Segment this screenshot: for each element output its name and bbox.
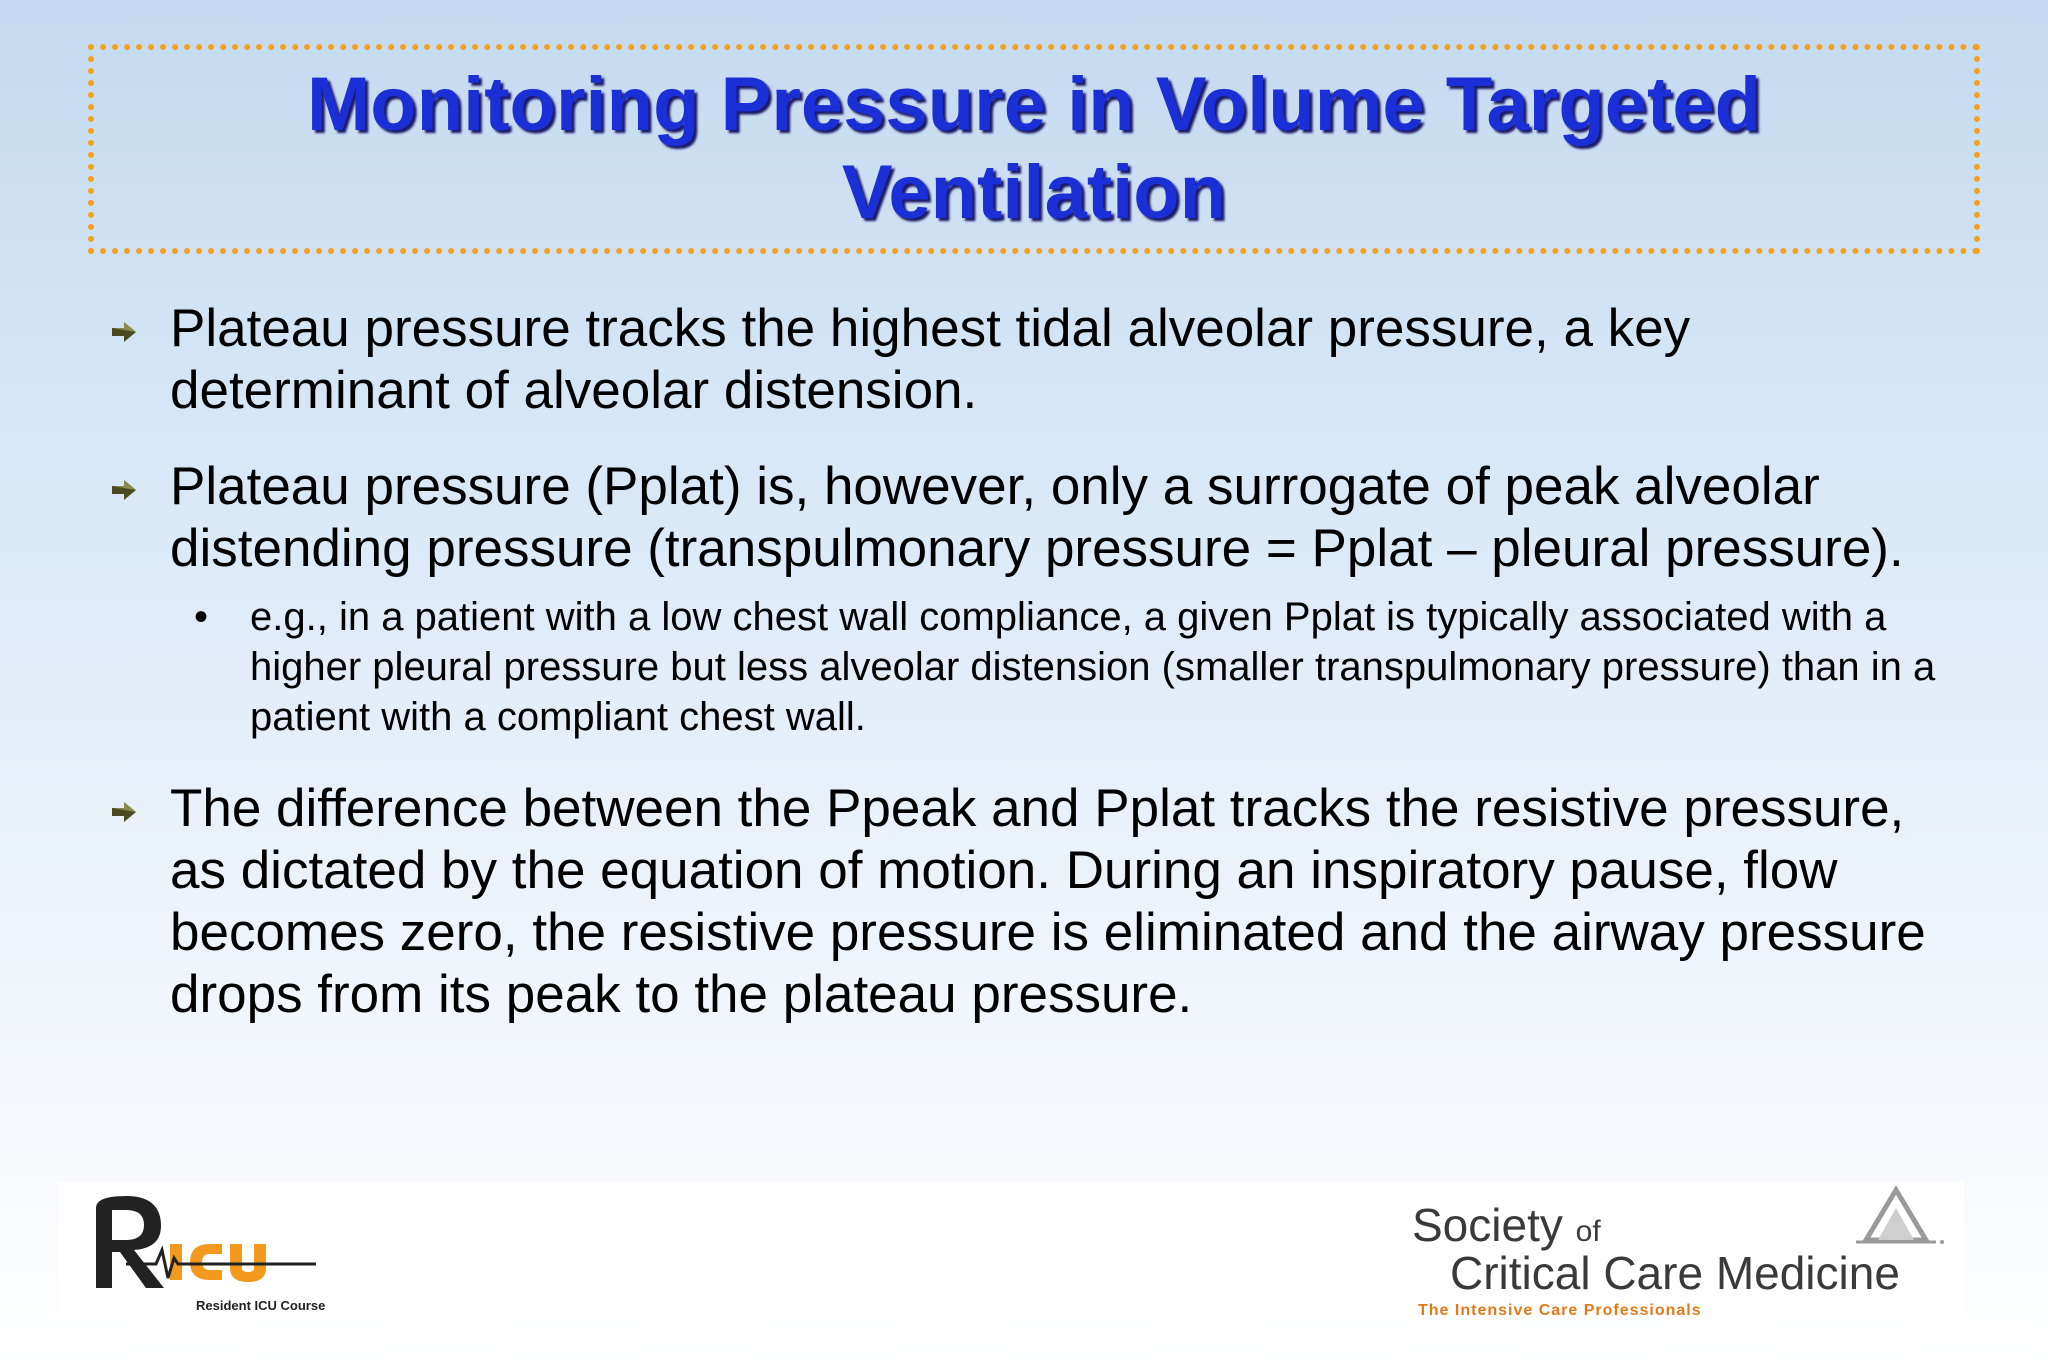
sccm-society-text [1412,1198,1601,1252]
bullet-text: The difference between the Ppeak and Pplat tracks the resistive pressure, as dictated by the equation of motion. During an inspiratory pause, flow becomes zero, the resistive pressure is eliminated and the airway pressure drops from its peak to the plateau pressure. [170,779,1926,1024]
sub-bullet-item [110,592,1970,742]
bullet-arrow-icon [110,800,138,824]
sub-bullet-text: e.g., in a patient with a low chest wall compliance, a given Pplat is typically associated with a higher pleural pressure but less alveolar distension (smaller transpulmonary pressure) than in a patient with a compliant chest wall. [250,595,1936,739]
sccm-tagline: The Intensive Care Professionals [1418,1302,1702,1319]
slide-content [110,298,1970,1060]
bullet-item [110,778,1970,1026]
ricu-logo-mark-icon [86,1188,326,1298]
bullet-arrow-icon [110,320,138,344]
title-box [88,44,1980,254]
sub-bullet-dot: • [194,595,209,639]
sccm-logo [1412,1186,1952,1319]
bullet-text: Plateau pressure tracks the highest tidal alveolar pressure, a key determinant of alveolar distension. [170,299,1691,420]
ricu-subtitle: Resident ICU Course [196,1298,326,1313]
bullet-item [110,456,1970,580]
slide-title: Monitoring Pressure in Volume Targeted Ventilation [306,62,1762,235]
bullet-arrow-icon [110,478,138,502]
sccm-name-text: Critical Care Medicine [1450,1247,1900,1299]
ricu-logo [86,1188,326,1312]
sccm-of-word: of [1575,1215,1601,1248]
bullet-item [110,298,1970,422]
sccm-society-word: Society [1412,1199,1563,1251]
sccm-triangle-icon [1846,1186,1946,1246]
bullet-text: Plateau pressure (Pplat) is, however, only a surrogate of peak alveolar distending pressure (transpulmonary pressure = Pplat – pleural pressure). [170,457,1904,578]
footer-logos [58,1182,1964,1320]
